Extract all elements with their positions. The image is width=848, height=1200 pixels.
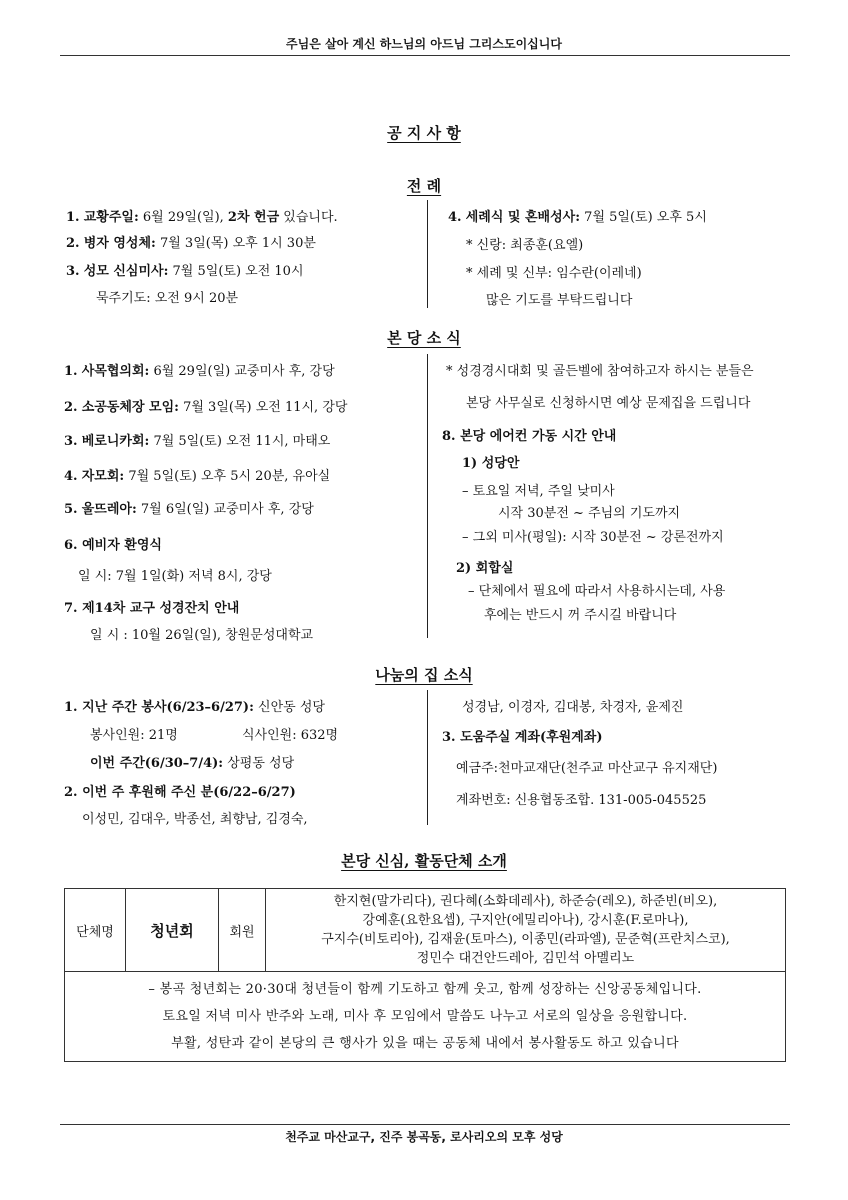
aircon-meeting-room: 2) 회합실: [456, 561, 514, 576]
account-number: 계좌번호: 신용협동조합. 131-005-045525: [456, 793, 707, 808]
aircon-sanctuary-line-1: – 토요일 저녁, 주일 낮미사: [462, 484, 615, 499]
bible-note-2: 본당 사무실로 신청하시면 예상 문제집을 드립니다: [466, 396, 751, 411]
parish-item-8: 8. 본당 에어컨 가동 시간 안내: [442, 429, 617, 444]
parish-item-7: 7. 제14차 교구 성경잔치 안내: [64, 601, 240, 616]
parish-item-1: 1. 사목협의회: 6월 29일(일) 교중미사 후, 강당: [64, 364, 335, 379]
club-description-row: [65, 972, 786, 1062]
parish-item-6: 6. 예비자 환영식: [64, 538, 162, 553]
member-list: 한지현(말가리다), 권다혜(소화데레사), 하준승(레오), 하준빈(비오), 강예훈(요한요셉), 구지안(에밀리아나), 강시훈(F.로마나), 구지수(비토리아), 김재윤(토마스), 이종민(라파엘), 문준혁(프란치스코), 정민수 대건안드레아, 김민석 아멜리노: [266, 889, 786, 972]
groom: * 신랑: 최종훈(요엘): [466, 238, 584, 253]
sharing-item-3: 3. 도움주실 계좌(후원계좌): [442, 730, 603, 745]
rosary-time: 묵주기도: 오전 9시 20분: [96, 291, 239, 306]
liturgy-item-4: 4. 세례식 및 혼배성사: 7월 5일(토) 오후 5시: [448, 210, 707, 225]
liturgy-title: 전 례: [406, 177, 442, 195]
parish-title: 본 당 소 식: [387, 329, 461, 347]
header-rule: [60, 55, 790, 56]
sharing-item-2: 2. 이번 주 후원해 주신 분(6/22–6/27): [64, 785, 296, 800]
notice-title: 공 지 사 항: [387, 124, 461, 142]
parish-item-7-detail: 일 시 : 10월 26일(일), 창원문성대학교: [90, 628, 314, 643]
volunteer-count: 봉사인원: 21명: [90, 728, 178, 743]
aircon-meeting-line-1: – 단체에서 필요에 따라서 사용하시는데, 사용: [468, 584, 726, 599]
donors-line-2: 성경남, 이경자, 김대봉, 차경자, 윤제진: [462, 700, 684, 715]
prayer-request: 많은 기도를 부탁드립니다: [486, 293, 633, 308]
club-name-header: 단체명: [65, 889, 126, 972]
aircon-meeting-line-2: 후에는 반드시 꺼 주시길 바랍니다: [484, 608, 677, 623]
footer-rule: [60, 1124, 790, 1125]
liturgy-item-1: 1. 교황주일: 6월 29일(일), 2차 헌금 있습니다.: [66, 210, 338, 225]
aircon-sanctuary: 1) 성당안: [462, 456, 520, 471]
page-footer: 천주교 마산교구, 진주 봉곡동, 로사리오의 모후 성당: [285, 1130, 563, 1144]
parish-divider: [427, 354, 428, 638]
parish-item-3: 3. 베로니카회: 7월 5일(토) 오전 11시, 마태오: [64, 434, 331, 449]
aircon-sanctuary-line-2: 시작 30분전 ~ 주님의 기도까지: [498, 506, 681, 521]
aircon-sanctuary-line-3: – 그외 미사(평일): 시작 30분전 ~ 강론전까지: [462, 530, 724, 545]
bride: * 세례 및 신부: 임수란(이레네): [466, 266, 642, 281]
diner-count: 식사인원: 632명: [242, 728, 339, 743]
parish-item-5: 5. 울뜨레아: 7월 6일(일) 교중미사 후, 강당: [64, 502, 314, 517]
next-week-service: 이번 주간(6/30–7/4): 상평동 성당: [90, 756, 295, 771]
page-header: 주님은 살아 계신 하느님의 아드님 그리스도이십니다: [286, 37, 562, 51]
club-table: [64, 888, 786, 1062]
parish-item-6-detail: 일 시: 7월 1일(화) 저녁 8시, 강당: [78, 569, 272, 584]
clubs-title: 본당 신심, 활동단체 소개: [341, 852, 507, 870]
account-holder: 예금주:천마교재단(천주교 마산교구 유지재단): [456, 761, 718, 776]
parish-item-2: 2. 소공동체장 모임: 7월 3일(목) 오전 11시, 강당: [64, 400, 348, 415]
donors-line-1: 이성민, 김대우, 박종선, 최향남, 김경숙,: [82, 812, 308, 827]
member-header: 회원: [219, 889, 266, 972]
sharing-divider: [427, 690, 428, 825]
sharing-item-1: 1. 지난 주간 봉사(6/23–6/27): 신안동 성당: [64, 700, 325, 715]
club-name: 청년회: [126, 889, 219, 972]
club-row: [65, 889, 786, 972]
club-description: – 봉곡 청년회는 20·30대 청년들이 함께 기도하고 함께 웃고, 함께 성장하는 신앙공동체입니다. 토요일 저녁 미사 반주와 노래, 미사 후 모임에서 말씀도 나누고 서로의 일상을 응원합니다. 부활, 성탄과 같이 본당의 큰 행사가 있을 때는 공동체 내에서 봉사활동도 하고 있습니다: [65, 972, 786, 1062]
sharing-title: 나눔의 집 소식: [375, 666, 473, 684]
liturgy-item-3: 3. 성모 신심미사: 7월 5일(토) 오전 10시: [66, 264, 304, 279]
liturgy-divider: [427, 200, 428, 308]
parish-item-4: 4. 자모회: 7월 5일(토) 오후 5시 20분, 유아실: [64, 469, 331, 484]
liturgy-item-2: 2. 병자 영성체: 7월 3일(목) 오후 1시 30분: [66, 236, 316, 251]
bible-note-1: * 성경경시대회 및 골든벨에 참여하고자 하시는 분들은: [446, 364, 754, 379]
